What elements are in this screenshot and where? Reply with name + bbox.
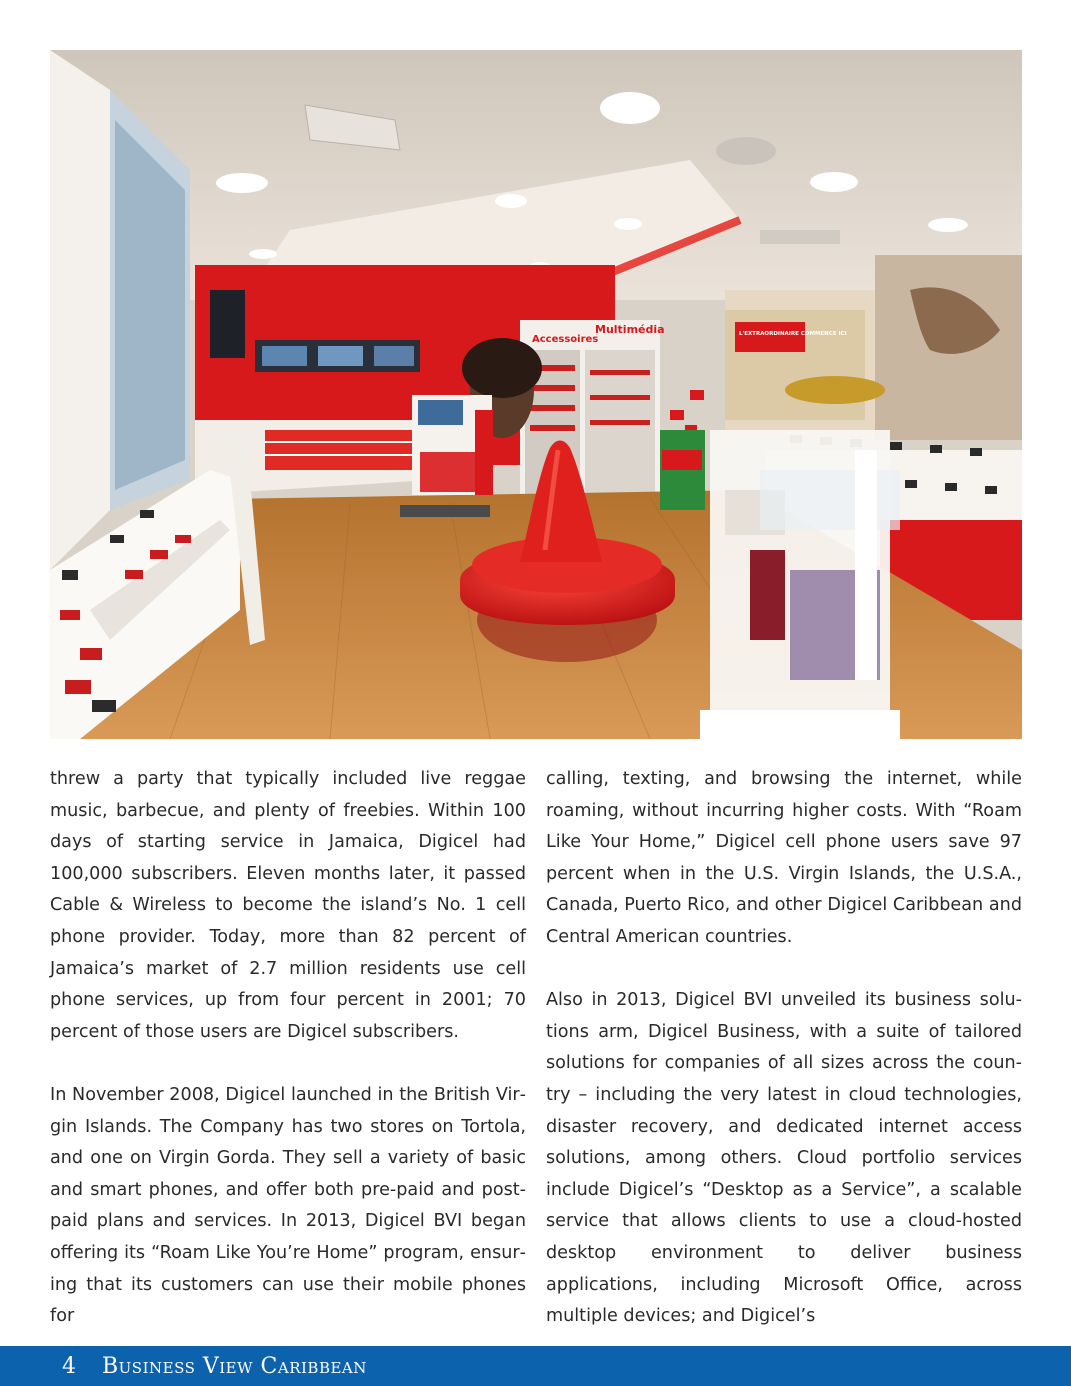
multimedia-sign: Multimédia <box>595 323 665 336</box>
accessories-sign: Accessoires <box>532 334 599 345</box>
article-paragraph: Also in 2013, Digicel BVI unveiled its business solutions arm, Digicel Business, with a suite of tailored solutions for companies of all sizes across the country – including the very latest in cloud technologies, disaster recovery, and dedicated internet access solutions, among others. Cloud portfolio services include Digicel’s “Desktop as a Service”, a scalable service that allows clients to use a cloud-hosted desktop environment to deliver business applications, including Microsoft Office, across multiple devices; and Digicel’s <box>546 990 1022 1327</box>
page-number: 4 <box>62 1354 77 1379</box>
article-right-column <box>546 764 1022 1333</box>
store-interior-photo <box>50 50 1022 739</box>
article-left-column <box>50 764 526 1333</box>
magazine-title: Business View Caribbean <box>102 1354 367 1379</box>
article-paragraph: In November 2008, Digicel launched in the British Virgin Islands. The Company has two stores on Tortola, and one on Virgin Gorda. They sell a variety of basic and smart phones, and offer both pre-paid and post-paid plans and services. In 2013, Digicel BVI began offering its “Roam Like You’re Home” program, ensuring that its customers can use their mobile phones for <box>50 1084 526 1327</box>
promo-poster <box>735 322 805 352</box>
page-footer <box>0 1346 1071 1386</box>
svg-text:L'EXTRAORDINAIRE COMMENCE ICI: L'EXTRAORDINAIRE COMMENCE ICI <box>739 331 847 337</box>
article-paragraph: threw a party that typically included live reggae music, barbecue, and plenty of freebies. Within 100 days of starting service in Jamaica, Digicel had 100,000 subscribers. Eleven months later, it passed Cable & Wireless to become the island’s No. 1 cell phone provider. Today, more than 82 percent of Jamaica’s market of 2.7 million residents use cell phone services, up from four percent in 2001; 70 percent of those users are Digicel subscribers. <box>50 769 526 1042</box>
article-paragraph: calling, texting, and browsing the internet, while roaming, without incurring higher costs. With “Roam Like Your Home,” Digicel cell phone users save 97 percent when in the U.S. Virgin Islands, the U.S.A., Canada, Puerto Rico, and other Digicel Caribbean and Central American countries. <box>546 769 1022 947</box>
